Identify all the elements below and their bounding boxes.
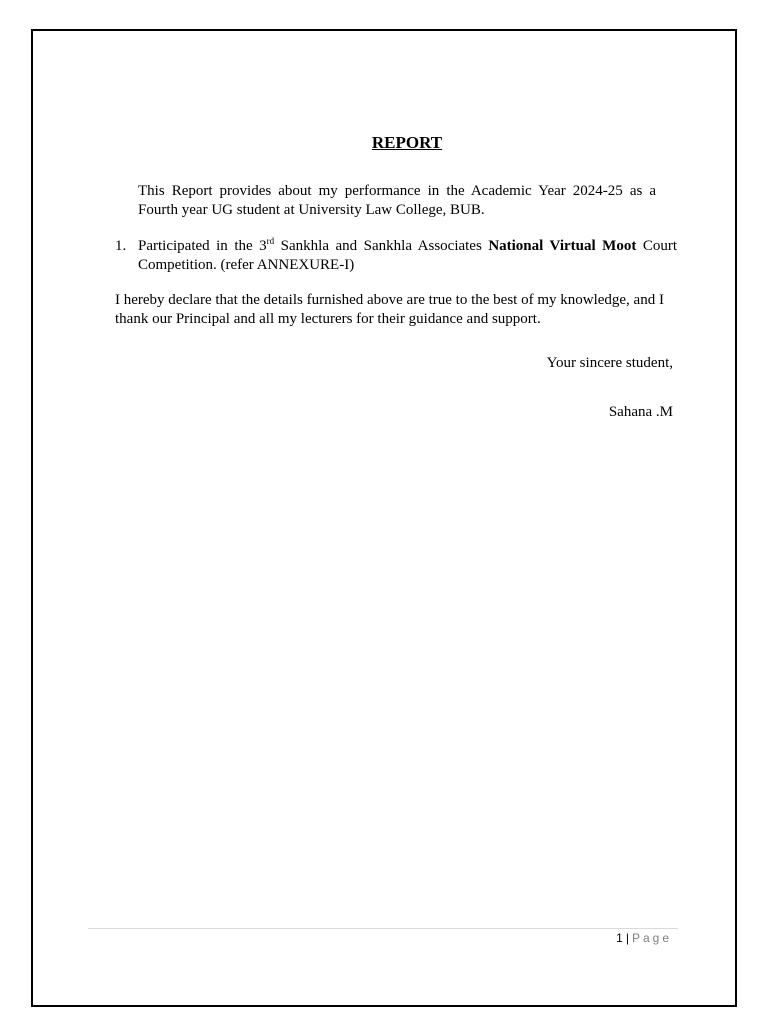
- list-item: [115, 237, 677, 275]
- page-label: Page: [631, 931, 672, 945]
- list-item-text: [138, 237, 677, 275]
- declaration-paragraph: I hereby declare that the details furnished above are true to the best of my knowledge, and I thank our Principal and all my lecturers for their guidance and support.: [115, 292, 664, 327]
- activity-list: [115, 237, 677, 275]
- footer-divider: [88, 928, 678, 929]
- footer-separator: |: [625, 931, 629, 945]
- page-footer: [616, 931, 672, 945]
- list-item-text-before: Participated in the 3: [138, 238, 267, 254]
- intro-paragraph: This Report provides about my performance in the Academic Year 2024-25 as a Fourth year UG student at University Law College, BUB.: [138, 183, 656, 218]
- closing-line: Your sincere student,: [546, 355, 673, 371]
- list-item-text-after: Court Competition. (refer ANNEXURE-I): [138, 238, 677, 273]
- signature-name: Sahana .M: [608, 404, 673, 420]
- list-item-superscript: rd: [266, 236, 275, 246]
- list-item-bold-text: National Virtual Moot: [488, 238, 637, 254]
- list-item-number: 1.: [115, 238, 127, 254]
- page-number: 1: [616, 931, 623, 945]
- list-item-text-middle: Sankhla and Sankhla Associates: [274, 238, 489, 254]
- report-title: REPORT: [371, 133, 443, 152]
- page-border: [31, 29, 737, 1007]
